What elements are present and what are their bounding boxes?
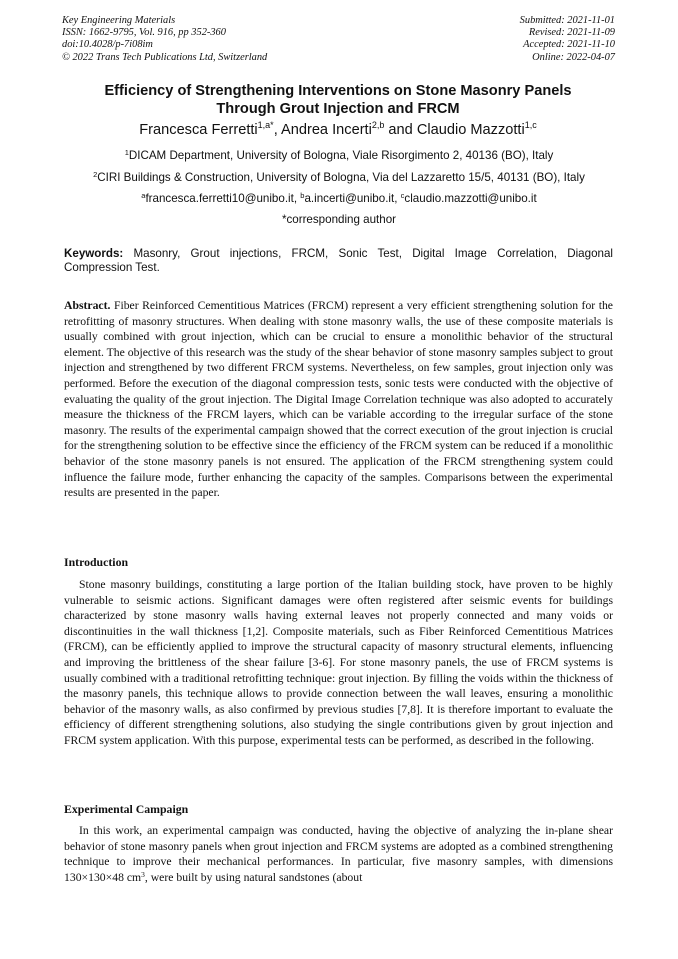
paper-title — [62, 82, 614, 118]
experimental-text-end: , were built by using natural sandstones (about — [144, 870, 363, 884]
author-2: , Andrea Incerti — [273, 122, 372, 138]
accepted-date: Accepted: 2021-11-10 — [523, 39, 615, 51]
author-3-affil: 1,c — [524, 120, 537, 130]
revised-date: Revised: 2021-11-09 — [528, 27, 615, 39]
author-emails — [40, 192, 638, 206]
abstract-text: Fiber Reinforced Cementitious Matrices (FRCM) represent a very efficient strengthening solution for the retrofitting of masonry structures. When dealing with stone masonry walls, the use of these composite materials is usually combined with grout injection, which can be crucial to ensure a monolithic behavior of the structural element. The objective of this research was the study of the shear behavior of stone masonry samples subject to grout injection and strengthened by two different FRCM systems. Nevertheless, on few samples, grout injection only was performed. Before the execution of the diagonal compression tests, sonic tests were conducted with the objective of evaluating the quality of the grout injection. The Digital Image Correlation technique was also adopted to accurately measure the thickness of the FRCM layers, which can be variable according to the irregular surface of the stone masonry. The results of the experimental campaign showed that the correct execution of the grout injection is crucial for the strengthening solution to be effective since the efficiency of the FRCM system can be reduced if a monolithic behavior of the stone masonry panels is not ensured. The application of the FRCM strengthening system could influence the failure mode, further enhancing the capacity of the samples. Comparisons between the experimental results are presented in the paper. — [64, 299, 613, 500]
affiliation-2-text: CIRI Buildings & Construction, University of Bologna, Via del Lazzaretto 15/5, 40131 (BO), Italy — [97, 171, 585, 184]
online-date: Online: 2022-04-07 — [532, 51, 615, 63]
journal-name: Key Engineering Materials — [62, 15, 176, 26]
publication-dates — [395, 15, 615, 64]
author-2-affil: 2,b — [371, 120, 385, 130]
submitted-date: Submitted: 2021-11-01 — [519, 15, 615, 26]
email-c-mark: c — [400, 191, 405, 200]
corresponding-author-note: *corresponding author — [281, 213, 397, 226]
author-3: and Claudio Mazzotti — [384, 122, 525, 138]
doi: doi:10.4028/p-7i08im — [62, 39, 153, 51]
email-b-mark: b — [300, 191, 305, 200]
publication-info — [62, 15, 382, 64]
email-a-mark: a — [141, 191, 146, 200]
email-b: a.incerti@unibo.it, — [304, 192, 401, 205]
affiliation-1 — [40, 149, 638, 163]
copyright: © 2022 Trans Tech Publications Ltd, Switzerland — [62, 51, 268, 63]
affiliation-2 — [40, 171, 638, 185]
author-1-affil: 1,a* — [257, 120, 274, 130]
abstract-label: Abstract. — [64, 299, 111, 312]
introduction-paragraph: Stone masonry buildings, constituting a large portion of the Italian building stock, have proven to be highly vulnerable to seismic actions. Significant damages were often registered after seismic events for buildings characterized by stone masonry walls having external leaves not properly connected and many voids or discontinuities in the wall thickness [1,2]. Composite materials, such as Fiber Reinforced Cementitious Matrices (FRCM), can be efficiently applied to improve the structural capacity of masonry structural elements, influencing and improving the brittleness of the shear failure [3-6]. For stone masonry panels, the use of FRCM systems is usually combined with a traditional retrofitting technique: grout injection. By filling the voids within the thickness of the masonry panels, this technique allows to provide connection between the wall leaves, ensuring a monolithic behavior of the masonry walls, as also confirmed by previous studies [7,8]. It is therefore important to evaluate the efficiency of different strengthening solutions, also studying the single contributions given by grout injection and FRCM system application. With this purpose, experimental tests can be performed, as described in the following. — [64, 578, 613, 747]
experimental-campaign-paragraph — [64, 823, 613, 885]
email-c: claudio.mazzotti@unibo.it — [404, 192, 537, 205]
title-line-1: Efficiency of Strengthening Interventions on Stone Masonry Panels — [104, 83, 572, 99]
title-line-2: Through Grout Injection and FRCM — [216, 101, 460, 117]
introduction-heading: Introduction — [64, 555, 129, 569]
affiliation-1-mark: 1 — [124, 148, 129, 157]
keywords-text: Masonry, Grout injections, FRCM, Sonic Test, Digital Image Correlation, Diagonal Compression Test. — [64, 247, 613, 274]
experimental-text: In this work, an experimental campaign was conducted, having the objective of analyzing the in-plane shear behavior of stone masonry panels when grout injection and FRCM systems are adopted as a combined strengthening technique to improve their mechanical performances. In particular, five masonry samples, with dimensions 130×130×48 cm — [64, 824, 613, 884]
experimental-unit-superscript: 3 — [141, 869, 145, 879]
author-1: Francesca Ferretti — [139, 122, 258, 138]
keywords-label: Keywords: — [64, 247, 124, 260]
affiliation-1-text: DICAM Department, University of Bologna, Viale Risorgimento 2, 40136 (BO), Italy — [128, 149, 554, 162]
affiliation-2-mark: 2 — [93, 170, 98, 179]
abstract — [64, 298, 613, 501]
issn-volume: ISSN: 1662-9795, Vol. 916, pp 352-360 — [62, 27, 226, 39]
experimental-campaign-heading: Experimental Campaign — [64, 802, 189, 816]
author-list — [62, 121, 614, 139]
keywords — [64, 247, 613, 275]
email-a: francesca.ferretti10@unibo.it, — [145, 192, 301, 205]
